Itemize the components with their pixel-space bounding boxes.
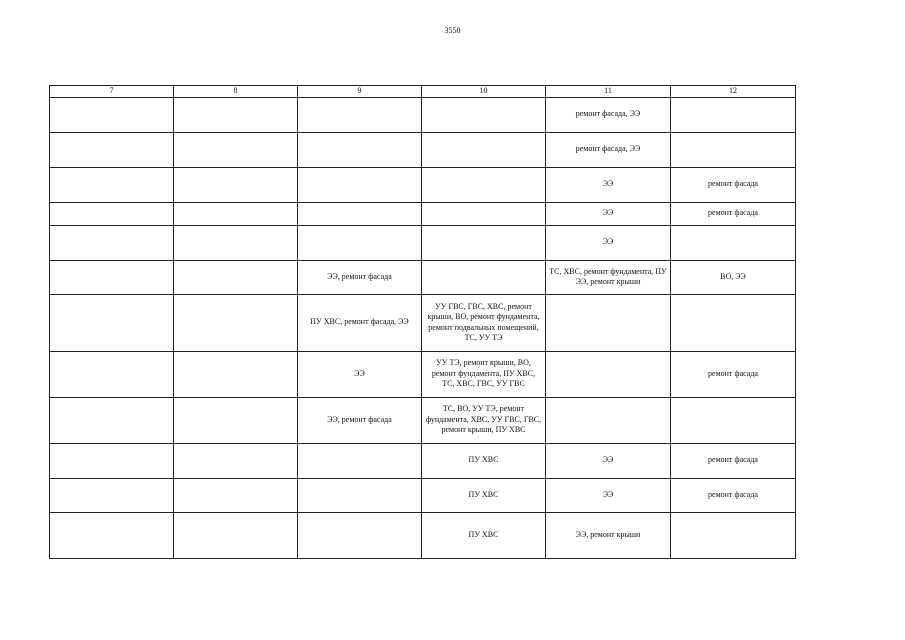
- table-row: [50, 167, 796, 202]
- table-cell: [422, 97, 546, 132]
- table-cell: ремонт фасада: [671, 443, 796, 478]
- table-cell: [50, 260, 174, 294]
- table-cell: [50, 167, 174, 202]
- column-header: 8: [174, 86, 298, 98]
- table-cell: [50, 512, 174, 558]
- table-cell: ТС, ВО, УУ ТЭ, ремонт фундамента, ХВС, УУ ГВС, ГВС, ремонт крыши, ПУ ХВС: [422, 397, 546, 443]
- table-cell: [546, 294, 671, 351]
- table-cell: [50, 351, 174, 397]
- table-row: [50, 478, 796, 512]
- column-header: 10: [422, 86, 546, 98]
- table-cell: [174, 97, 298, 132]
- table-cell: [50, 202, 174, 225]
- table-cell: ЭЭ: [546, 202, 671, 225]
- table-cell: [174, 167, 298, 202]
- table-cell: ремонт фасада, ЭЭ: [546, 132, 671, 167]
- table-cell: [50, 397, 174, 443]
- table-cell: ПУ ХВС: [422, 443, 546, 478]
- table-row: [50, 294, 796, 351]
- column-header: 12: [671, 86, 796, 98]
- page-number: 3550: [444, 26, 461, 35]
- table-cell: [174, 202, 298, 225]
- table-row: [50, 225, 796, 260]
- table-row: [50, 397, 796, 443]
- table-cell: ЭЭ: [546, 225, 671, 260]
- table-cell: ремонт фасада: [671, 202, 796, 225]
- table-cell: [422, 202, 546, 225]
- table-cell: [298, 443, 422, 478]
- table-cell: ремонт фасада: [671, 351, 796, 397]
- table-cell: УУ ГВС, ГВС, ХВС, ремонт крыши, ВО, ремонт фундамента, ремонт подвальных помещений, ТС, УУ ТЭ: [422, 294, 546, 351]
- table-cell: ЭЭ, ремонт фасада: [298, 397, 422, 443]
- table-cell: ПУ ХВС, ремонт фасада, ЭЭ: [298, 294, 422, 351]
- table-cell: [298, 167, 422, 202]
- table-row: [50, 132, 796, 167]
- table-cell: [174, 397, 298, 443]
- table-cell: [50, 443, 174, 478]
- table-cell: [174, 225, 298, 260]
- table-cell: [422, 132, 546, 167]
- table-body: [50, 97, 796, 558]
- table-cell: [671, 294, 796, 351]
- table-cell: ремонт фасада: [671, 478, 796, 512]
- table-cell: [50, 478, 174, 512]
- table-row: [50, 260, 796, 294]
- column-header: 9: [298, 86, 422, 98]
- table-cell: [422, 225, 546, 260]
- table-row: [50, 97, 796, 132]
- table-cell: ЭЭ: [546, 443, 671, 478]
- table-row: [50, 202, 796, 225]
- table-row: [50, 512, 796, 558]
- table-cell: ПУ ХВС: [422, 512, 546, 558]
- table-cell: [298, 512, 422, 558]
- table-cell: [298, 478, 422, 512]
- table-cell: ЭЭ: [298, 351, 422, 397]
- table-cell: [174, 478, 298, 512]
- table-cell: [298, 225, 422, 260]
- table-cell: [50, 294, 174, 351]
- column-header: 7: [50, 86, 174, 98]
- column-header: 11: [546, 86, 671, 98]
- table-cell: [546, 397, 671, 443]
- table-row: [50, 351, 796, 397]
- table-cell: ЭЭ: [546, 167, 671, 202]
- table-cell: [546, 351, 671, 397]
- table-cell: [174, 512, 298, 558]
- header-row: [50, 86, 796, 98]
- table-cell: ЭЭ: [546, 478, 671, 512]
- table-cell: [174, 443, 298, 478]
- table-cell: [671, 512, 796, 558]
- table-cell: ЭЭ, ремонт крыши: [546, 512, 671, 558]
- table-cell: УУ ТЭ, ремонт крыши, ВО, ремонт фундамента, ПУ ХВС, ТС, ХВС, ГВС, УУ ГВС: [422, 351, 546, 397]
- table-cell: ПУ ХВС: [422, 478, 546, 512]
- table-cell: [298, 202, 422, 225]
- table-cell: [50, 132, 174, 167]
- table-cell: [671, 97, 796, 132]
- data-table: [49, 85, 796, 559]
- table-cell: [50, 225, 174, 260]
- table-cell: [50, 97, 174, 132]
- table-cell: [671, 132, 796, 167]
- table-row: [50, 443, 796, 478]
- table-cell: [422, 260, 546, 294]
- table-cell: [422, 167, 546, 202]
- table-cell: ЭЭ, ремонт фасада: [298, 260, 422, 294]
- table-cell: ТС, ХВС, ремонт фундамента, ПУ ЭЭ, ремонт крыши: [546, 260, 671, 294]
- table-cell: [174, 351, 298, 397]
- table-cell: ремонт фасада, ЭЭ: [546, 97, 671, 132]
- table-cell: [174, 260, 298, 294]
- table-cell: [298, 97, 422, 132]
- table-cell: [298, 132, 422, 167]
- table-cell: [671, 397, 796, 443]
- table-cell: [671, 225, 796, 260]
- table-cell: ремонт фасада: [671, 167, 796, 202]
- table-cell: ВО, ЭЭ: [671, 260, 796, 294]
- table-cell: [174, 132, 298, 167]
- table-cell: [174, 294, 298, 351]
